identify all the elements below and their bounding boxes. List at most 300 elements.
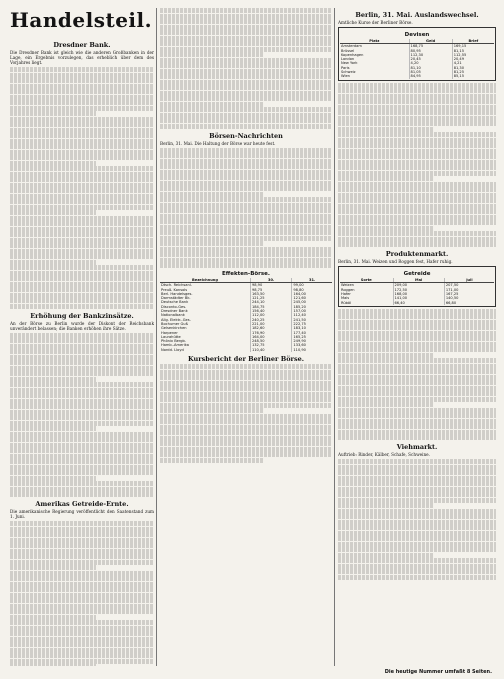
text-line <box>338 531 496 536</box>
text-line <box>10 659 154 664</box>
text-line <box>10 481 154 486</box>
text-line <box>160 41 332 46</box>
table-cell: Harpener <box>160 331 250 335</box>
text-line <box>10 150 154 155</box>
text-line <box>10 538 154 543</box>
table-cell: Nationalbank <box>160 313 250 317</box>
text-line <box>10 238 154 243</box>
table-cell: 85,15 <box>453 74 464 79</box>
text-line <box>10 604 154 609</box>
table-cell: Rüböl <box>340 301 393 305</box>
text-line <box>338 520 496 525</box>
text-line <box>160 452 332 457</box>
text-line <box>10 415 154 420</box>
text-line <box>10 293 154 298</box>
text-line <box>10 459 154 464</box>
table-cell: Hamb.-Amerika <box>160 343 250 347</box>
text-line <box>160 148 332 153</box>
text-line <box>10 216 154 221</box>
text-line <box>160 8 332 13</box>
text-line <box>338 182 496 187</box>
text-line <box>338 430 496 435</box>
table-cell: 156,40 <box>250 309 291 313</box>
text-line <box>160 425 332 430</box>
table-cell: Amsterdam <box>340 44 409 49</box>
article-lead: Auftrieb: Rinder, Kälber, Schafe, Schweine. <box>338 452 430 458</box>
table-row <box>340 74 494 78</box>
text-line <box>10 549 154 554</box>
column-rule <box>334 8 335 666</box>
table-cell: 172,50 <box>393 288 444 292</box>
table-cell: 169,15 <box>453 44 467 49</box>
table-row <box>340 301 494 305</box>
article-heading: Berlin, 31. Mai. Auslandswechsel. <box>355 11 479 19</box>
body-text-block <box>338 309 496 441</box>
grain-table-box <box>338 266 496 307</box>
text-line <box>160 52 263 57</box>
text-line <box>160 69 332 74</box>
text-line <box>10 554 154 559</box>
text-line <box>10 565 96 570</box>
text-line <box>338 198 496 203</box>
text-line <box>160 63 332 68</box>
text-line <box>338 419 496 424</box>
text-line <box>10 631 154 636</box>
text-line <box>10 117 154 122</box>
table-cell: 241,50 <box>293 317 306 322</box>
text-line <box>338 320 496 325</box>
table-cell: Disconto-Ges. <box>160 305 250 309</box>
table-cell: 184,75 <box>250 305 291 309</box>
text-line <box>338 88 496 93</box>
text-line <box>338 176 433 181</box>
table-cell: 110,40 <box>250 348 291 352</box>
text-line <box>10 287 154 292</box>
text-line <box>160 230 332 235</box>
table-cell: 164,00 <box>250 335 291 339</box>
text-line <box>10 443 154 448</box>
table-cell: Phönix Bergb. <box>160 339 250 343</box>
column-header: Brief <box>452 39 494 44</box>
column-header: Sorte <box>340 278 393 283</box>
table-header-row <box>340 278 494 283</box>
table-cell: 98,80 <box>293 287 304 292</box>
text-line <box>338 154 496 159</box>
text-line <box>338 569 496 574</box>
text-line <box>10 521 154 526</box>
text-line <box>338 209 496 214</box>
table-cell: New York <box>340 61 409 65</box>
table-cell: 207,50 <box>445 283 459 288</box>
text-line <box>160 164 332 169</box>
table-cell: 20,49 <box>453 57 464 62</box>
text-line <box>10 598 154 603</box>
text-line <box>10 194 154 199</box>
text-line <box>338 309 496 314</box>
text-line <box>338 138 496 143</box>
text-line <box>160 208 332 213</box>
text-line <box>10 282 154 287</box>
column-header: Juli <box>444 278 494 283</box>
table-cell: 99,00 <box>293 283 304 288</box>
table-cell: 240,25 <box>250 318 291 322</box>
table-cell: Dresdner Bank <box>160 309 250 313</box>
text-line <box>10 271 154 276</box>
text-line <box>338 575 496 580</box>
table-cell: 165,25 <box>293 334 306 339</box>
table-cell: 177,40 <box>293 330 306 335</box>
text-line <box>10 432 154 437</box>
table-cell: Kopenhagen <box>340 53 409 57</box>
text-line <box>338 424 496 429</box>
table-cell: 167,25 <box>445 292 459 297</box>
text-line <box>160 47 332 52</box>
table-cell: 248,50 <box>250 339 291 343</box>
text-line <box>10 404 154 409</box>
text-line <box>10 393 154 398</box>
text-line <box>160 30 332 35</box>
text-line <box>10 128 154 133</box>
text-line <box>338 375 496 380</box>
text-line <box>160 102 263 107</box>
text-line <box>338 94 496 99</box>
table-cell: 110,90 <box>293 347 306 352</box>
text-line <box>10 254 154 259</box>
table-cell: 140,50 <box>445 296 459 301</box>
text-line <box>160 85 332 90</box>
text-line <box>10 626 154 631</box>
text-line <box>160 419 332 424</box>
text-line <box>338 470 496 475</box>
column-1 <box>10 38 154 666</box>
text-line <box>338 143 496 148</box>
text-line <box>10 527 154 532</box>
text-line <box>338 242 496 247</box>
text-line <box>160 181 332 186</box>
column-2 <box>160 8 332 666</box>
text-line <box>338 503 433 508</box>
text-line <box>10 421 154 426</box>
text-line <box>160 25 332 30</box>
text-line <box>10 388 154 393</box>
text-line <box>160 14 332 19</box>
text-line <box>10 133 154 138</box>
body-text-block <box>160 8 332 129</box>
text-line <box>160 192 263 197</box>
text-line <box>160 408 263 413</box>
text-line <box>10 166 154 171</box>
text-line <box>338 347 496 352</box>
text-line <box>160 175 332 180</box>
article-heading: Börsen-Nachrichten <box>209 131 283 140</box>
text-line <box>338 116 496 121</box>
text-line <box>10 593 154 598</box>
table-cell: 81,05 <box>409 70 452 74</box>
text-line <box>338 553 433 558</box>
text-line <box>338 121 496 126</box>
text-line <box>10 349 154 354</box>
text-line <box>10 210 96 215</box>
text-line <box>160 113 332 118</box>
grain-table <box>340 278 494 305</box>
text-line <box>160 159 332 164</box>
table-cell: Gelsenkirchen <box>160 326 250 330</box>
column-header: Platz <box>340 39 409 44</box>
text-line <box>160 403 332 408</box>
text-line <box>338 226 433 231</box>
text-line <box>10 227 154 232</box>
table-cell: 112,55 <box>453 52 467 57</box>
body-text-block <box>10 67 154 309</box>
table-cell: 81,30 <box>453 65 464 70</box>
table-cell: 4,20 <box>409 61 452 65</box>
body-text-block <box>160 364 332 463</box>
text-line <box>10 576 154 581</box>
article-heading: Viehmarkt. <box>396 443 438 452</box>
text-line <box>160 124 332 129</box>
text-line <box>160 386 332 391</box>
body-text-block <box>10 521 154 666</box>
text-line <box>338 204 496 209</box>
text-line <box>160 381 332 386</box>
text-line <box>10 532 154 537</box>
text-line <box>10 183 154 188</box>
table-title: Devisen <box>404 32 430 38</box>
text-line <box>10 199 154 204</box>
text-line <box>338 331 496 336</box>
table-cell: 157,00 <box>293 309 306 314</box>
text-line <box>338 542 496 547</box>
table-cell: Hafer <box>340 292 393 296</box>
text-line <box>10 360 154 365</box>
column-header: Geld <box>409 39 452 44</box>
text-line <box>10 615 96 620</box>
text-line <box>338 380 496 385</box>
table-cell: 112,00 <box>250 313 291 317</box>
table-cell: 168,00 <box>393 292 444 296</box>
table-cell: 80,95 <box>409 49 452 53</box>
text-line <box>10 172 154 177</box>
text-line <box>160 447 332 452</box>
text-line <box>160 74 332 79</box>
text-line <box>338 514 496 519</box>
text-line <box>10 144 154 149</box>
text-line <box>160 214 332 219</box>
text-line <box>10 177 154 182</box>
table-cell: Roggen <box>340 288 393 292</box>
text-line <box>160 370 332 375</box>
table-cell: 221,00 <box>250 322 291 326</box>
stock-table-body <box>160 283 332 352</box>
text-line <box>338 231 496 236</box>
table-cell: Bochumer Guß <box>160 322 250 326</box>
grain-table-body <box>340 283 494 305</box>
text-line <box>10 582 154 587</box>
text-line <box>338 498 496 503</box>
text-line <box>10 249 154 254</box>
text-line <box>338 193 496 198</box>
text-line <box>160 153 332 158</box>
text-line <box>10 84 154 89</box>
text-line <box>10 344 154 349</box>
text-line <box>338 492 496 497</box>
text-line <box>338 336 496 341</box>
text-line <box>10 355 154 360</box>
text-line <box>338 435 496 440</box>
column-3 <box>338 8 496 666</box>
text-line <box>160 252 332 257</box>
text-line <box>10 122 154 127</box>
text-line <box>10 338 154 343</box>
article-lead: An der Börse zu Berlin wurde der Diskont der Reichsbank unverändert belassen; die Banken erhöhen ihre Sätze. <box>10 320 154 331</box>
text-line <box>10 664 96 666</box>
table-cell: 98,75 <box>250 288 291 292</box>
table-row <box>160 348 332 352</box>
text-line <box>10 637 154 642</box>
table-cell: Brüssel <box>340 49 409 53</box>
table-cell: 132,75 <box>250 343 291 347</box>
text-line <box>10 366 154 371</box>
text-line <box>10 465 154 470</box>
article-heading: Produktenmarkt. <box>385 250 449 259</box>
column-header: Mai <box>393 278 444 283</box>
exchange-table <box>340 39 494 79</box>
text-line <box>160 436 332 441</box>
text-line <box>338 536 496 541</box>
table-cell: 112,40 <box>293 313 306 318</box>
table-cell: 171,00 <box>445 287 459 292</box>
table-cell: 98,90 <box>250 283 291 288</box>
table-cell: 133,60 <box>293 343 306 348</box>
stock-table <box>160 278 332 352</box>
text-line <box>10 276 154 281</box>
table-title: Getreide <box>403 271 431 278</box>
text-line <box>338 558 496 563</box>
article-heading: Dresdner Bank. <box>53 41 111 49</box>
article-lead: Die amerikanische Regierung veröffentlicht den Saatenstand zum 1. Juni. <box>10 509 154 519</box>
text-line <box>338 564 496 569</box>
text-line <box>338 459 496 464</box>
text-line <box>10 470 154 475</box>
text-line <box>10 642 154 647</box>
body-text-block <box>160 148 332 269</box>
text-line <box>338 314 496 319</box>
text-line <box>338 465 496 470</box>
text-line <box>10 371 154 376</box>
text-line <box>10 653 154 658</box>
text-line <box>338 509 496 514</box>
text-line <box>338 402 433 407</box>
text-line <box>338 127 433 132</box>
text-line <box>338 342 496 347</box>
table-cell: 66,40 <box>393 301 444 305</box>
text-line <box>10 560 154 565</box>
page-footer: Die heutige Nummer umfaßt 8 Seiten. <box>384 669 492 675</box>
table-cell: 182,60 <box>250 326 291 330</box>
table-cell: 121,60 <box>293 296 306 301</box>
text-line <box>160 19 332 24</box>
text-line <box>10 298 154 303</box>
table-cell: Preuß. Konsols <box>160 288 250 292</box>
text-line <box>10 437 154 442</box>
text-line <box>10 95 154 100</box>
article-lead: Amtliche Kurse der Berliner Börse. <box>338 20 413 25</box>
table-cell: 66,80 <box>445 300 457 305</box>
text-line <box>338 525 496 530</box>
text-line <box>10 265 154 270</box>
text-line <box>338 165 496 170</box>
text-line <box>338 187 496 192</box>
text-line <box>10 543 154 548</box>
text-line <box>10 161 96 166</box>
text-line <box>10 448 154 453</box>
text-line <box>160 364 332 369</box>
text-line <box>338 110 496 115</box>
text-line <box>338 487 496 492</box>
text-line <box>338 386 496 391</box>
table-cell: 176,90 <box>250 331 291 335</box>
text-line <box>10 620 154 625</box>
article-lead: Die Dresdner Bank ist gleich wie die anderen Großbanken in der Lage, ein Ergebnis vorzulegen, das erheblich über dem des Vorjahres liegt. <box>10 50 154 65</box>
text-line <box>10 232 154 237</box>
text-line <box>10 243 154 248</box>
text-line <box>338 476 496 481</box>
text-line <box>338 83 496 88</box>
body-text-block <box>338 459 496 580</box>
table-cell: Paris <box>340 66 409 70</box>
text-line <box>338 481 496 486</box>
table-cell: Laurahütte <box>160 335 250 339</box>
body-text-block <box>10 333 154 498</box>
column-header: 30. <box>250 278 291 283</box>
text-line <box>160 458 263 463</box>
text-line <box>160 263 332 268</box>
table-cell: 112,30 <box>409 53 452 57</box>
text-line <box>160 247 332 252</box>
table-cell: Deutsche Bank <box>160 300 250 304</box>
table-cell: Weizen <box>340 283 393 288</box>
text-line <box>10 399 154 404</box>
table-cell: 244,10 <box>250 300 291 304</box>
table-cell: Allg. Elektr.-Ges. <box>160 318 250 322</box>
text-line <box>338 220 496 225</box>
text-line <box>160 58 332 63</box>
table-cell: 222,75 <box>293 321 306 326</box>
article-heading: Kursbericht der Berliner Börse. <box>187 355 305 364</box>
text-line <box>160 107 332 112</box>
text-line <box>10 111 96 116</box>
text-line <box>338 99 496 104</box>
text-line <box>160 91 332 96</box>
text-line <box>160 397 332 402</box>
table-cell: 183,10 <box>293 326 306 331</box>
text-line <box>338 369 496 374</box>
text-line <box>160 170 332 175</box>
text-line <box>160 96 332 101</box>
text-line <box>160 186 332 191</box>
text-line <box>10 648 154 653</box>
table-cell: 163,50 <box>250 292 291 296</box>
text-line <box>338 353 433 358</box>
text-line <box>10 73 154 78</box>
text-line <box>160 80 332 85</box>
text-line <box>160 36 332 41</box>
text-line <box>160 118 332 123</box>
text-line <box>10 476 96 481</box>
text-line <box>10 454 154 459</box>
table-cell: Schweiz <box>340 70 409 74</box>
text-line <box>160 258 332 263</box>
